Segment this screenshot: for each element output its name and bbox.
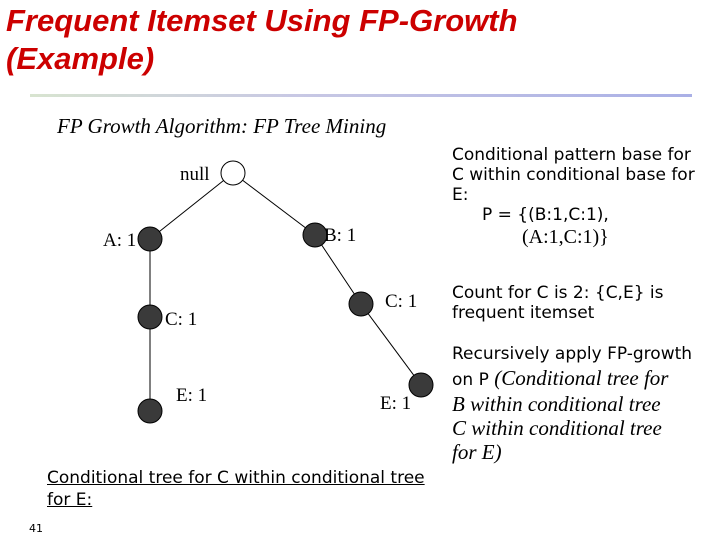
count-text (452, 283, 664, 323)
label-b: B: 1 (324, 225, 357, 246)
label-c-right: C: 1 (385, 291, 418, 312)
tree-caption (47, 467, 447, 511)
edge-null-b (233, 173, 315, 235)
cpb-line-1: Conditional pattern base for (452, 145, 691, 165)
edge-c-e-right (361, 304, 421, 385)
caption-line-2: for E: (47, 490, 93, 510)
count-line-2: frequent itemset (452, 303, 595, 323)
recursive-text (452, 342, 692, 464)
label-e-right: E: 1 (380, 393, 412, 414)
cpb-line-5: (A:1,C:1)} (522, 226, 609, 248)
cpb-line-4: P = {(B:1,C:1), (482, 205, 609, 225)
caption-line-1: Conditional tree for C within conditional tree (47, 468, 425, 488)
rec-line-2-a: on P (452, 370, 495, 390)
node-c-right (349, 292, 373, 316)
rec-line-5: for E) (452, 440, 502, 464)
cpb-text (452, 145, 695, 249)
label-e-left: E: 1 (176, 385, 208, 406)
label-c-left: C: 1 (165, 309, 198, 330)
rec-line-2 (452, 366, 692, 392)
count-line-1: Count for C is 2: {C,E} is (452, 283, 664, 303)
node-null (221, 161, 245, 185)
node-e-right (409, 373, 433, 397)
node-e-left (138, 399, 162, 423)
rec-line-3: B within conditional tree (452, 392, 661, 416)
slide-subtitle: FP Growth Algorithm: FP Tree Mining (57, 114, 387, 138)
label-null: null (180, 164, 210, 185)
title-line-1: Frequent Itemset Using FP-Growth (6, 3, 518, 38)
rec-line-2-b: (Conditional tree for (494, 366, 669, 390)
page-number: 41 (29, 522, 43, 535)
cpb-line-3: E: (452, 185, 469, 205)
cpb-line-2: C within conditional base for (452, 165, 695, 185)
rec-line-1: Recursively apply FP-growth (452, 344, 693, 364)
rec-line-4: C within conditional tree (452, 416, 662, 440)
node-a (138, 227, 162, 251)
title-line-2: (Example) (6, 41, 155, 76)
node-c-left (138, 305, 162, 329)
label-a: A: 1 (103, 230, 137, 251)
tree-edges (150, 173, 421, 411)
